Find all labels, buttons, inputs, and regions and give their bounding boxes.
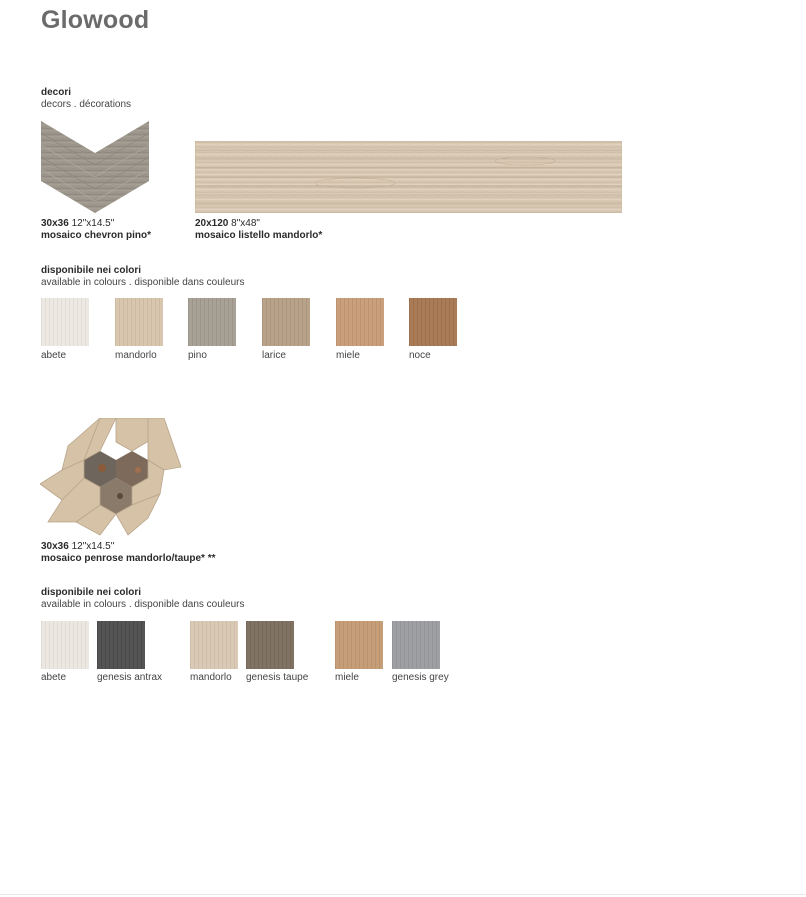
listello-size-caption — [195, 218, 260, 230]
chevron-inches: 12"x14.5" — [71, 218, 115, 229]
swatch-label-genesis-taupe: genesis taupe — [246, 672, 309, 683]
brand-title: Glowood — [41, 6, 150, 34]
colours1-heading: disponibile nei colori — [41, 265, 142, 276]
swatch-label-miele: miele — [336, 350, 360, 361]
swatch-genesis-grey — [392, 621, 440, 669]
swatch-label-genesis-antrax: genesis antrax — [97, 672, 163, 683]
chevron-name: mosaico chevron pino* — [41, 230, 152, 241]
listello-size: 20x120 — [195, 218, 229, 229]
swatch-miele — [336, 298, 384, 346]
penrose-size: 30x36 — [41, 541, 69, 552]
swatch-label-genesis-grey: genesis grey — [392, 672, 449, 683]
colours1-subheading: available in colours . disponible dans couleurs — [41, 277, 245, 288]
footer-divider — [0, 894, 806, 895]
swatch-miele-2 — [335, 621, 383, 669]
swatch-label-larice: larice — [262, 350, 286, 361]
swatch-abete — [41, 298, 89, 346]
chevron-size: 30x36 — [41, 218, 69, 229]
penrose-tile-image — [40, 418, 182, 536]
colours2-subheading: available in colours . disponible dans couleurs — [41, 599, 245, 610]
penrose-inches: 12"x14.5" — [71, 541, 115, 552]
swatch-noce — [409, 298, 457, 346]
swatch-genesis-antrax — [97, 621, 145, 669]
penrose-name: mosaico penrose mandorlo/taupe* ** — [41, 553, 216, 564]
swatch-label-pino: pino — [188, 350, 207, 361]
swatch-abete-2 — [41, 621, 89, 669]
colours2-heading: disponibile nei colori — [41, 587, 142, 598]
listello-name: mosaico listello mandorlo* — [195, 230, 323, 241]
swatch-pino — [188, 298, 236, 346]
chevron-tile-image — [41, 121, 149, 213]
swatch-label-mandorlo: mandorlo — [115, 350, 157, 361]
swatch-larice — [262, 298, 310, 346]
listello-inches: 8"x48" — [231, 218, 260, 229]
listello-tile-image — [195, 141, 622, 213]
decori-subheading: decors . décorations — [41, 99, 132, 110]
decori-heading: decori — [41, 87, 72, 98]
swatch-label-noce: noce — [409, 350, 431, 361]
swatch-label-mandorlo-2: mandorlo — [190, 672, 232, 683]
swatch-label-abete: abete — [41, 350, 67, 361]
chevron-size-caption — [41, 218, 114, 230]
swatch-mandorlo — [115, 298, 163, 346]
swatch-label-miele-2: miele — [335, 672, 359, 683]
swatch-genesis-taupe — [246, 621, 294, 669]
penrose-size-caption — [41, 541, 114, 553]
swatch-mandorlo-2 — [190, 621, 238, 669]
swatch-label-abete-2: abete — [41, 672, 67, 683]
